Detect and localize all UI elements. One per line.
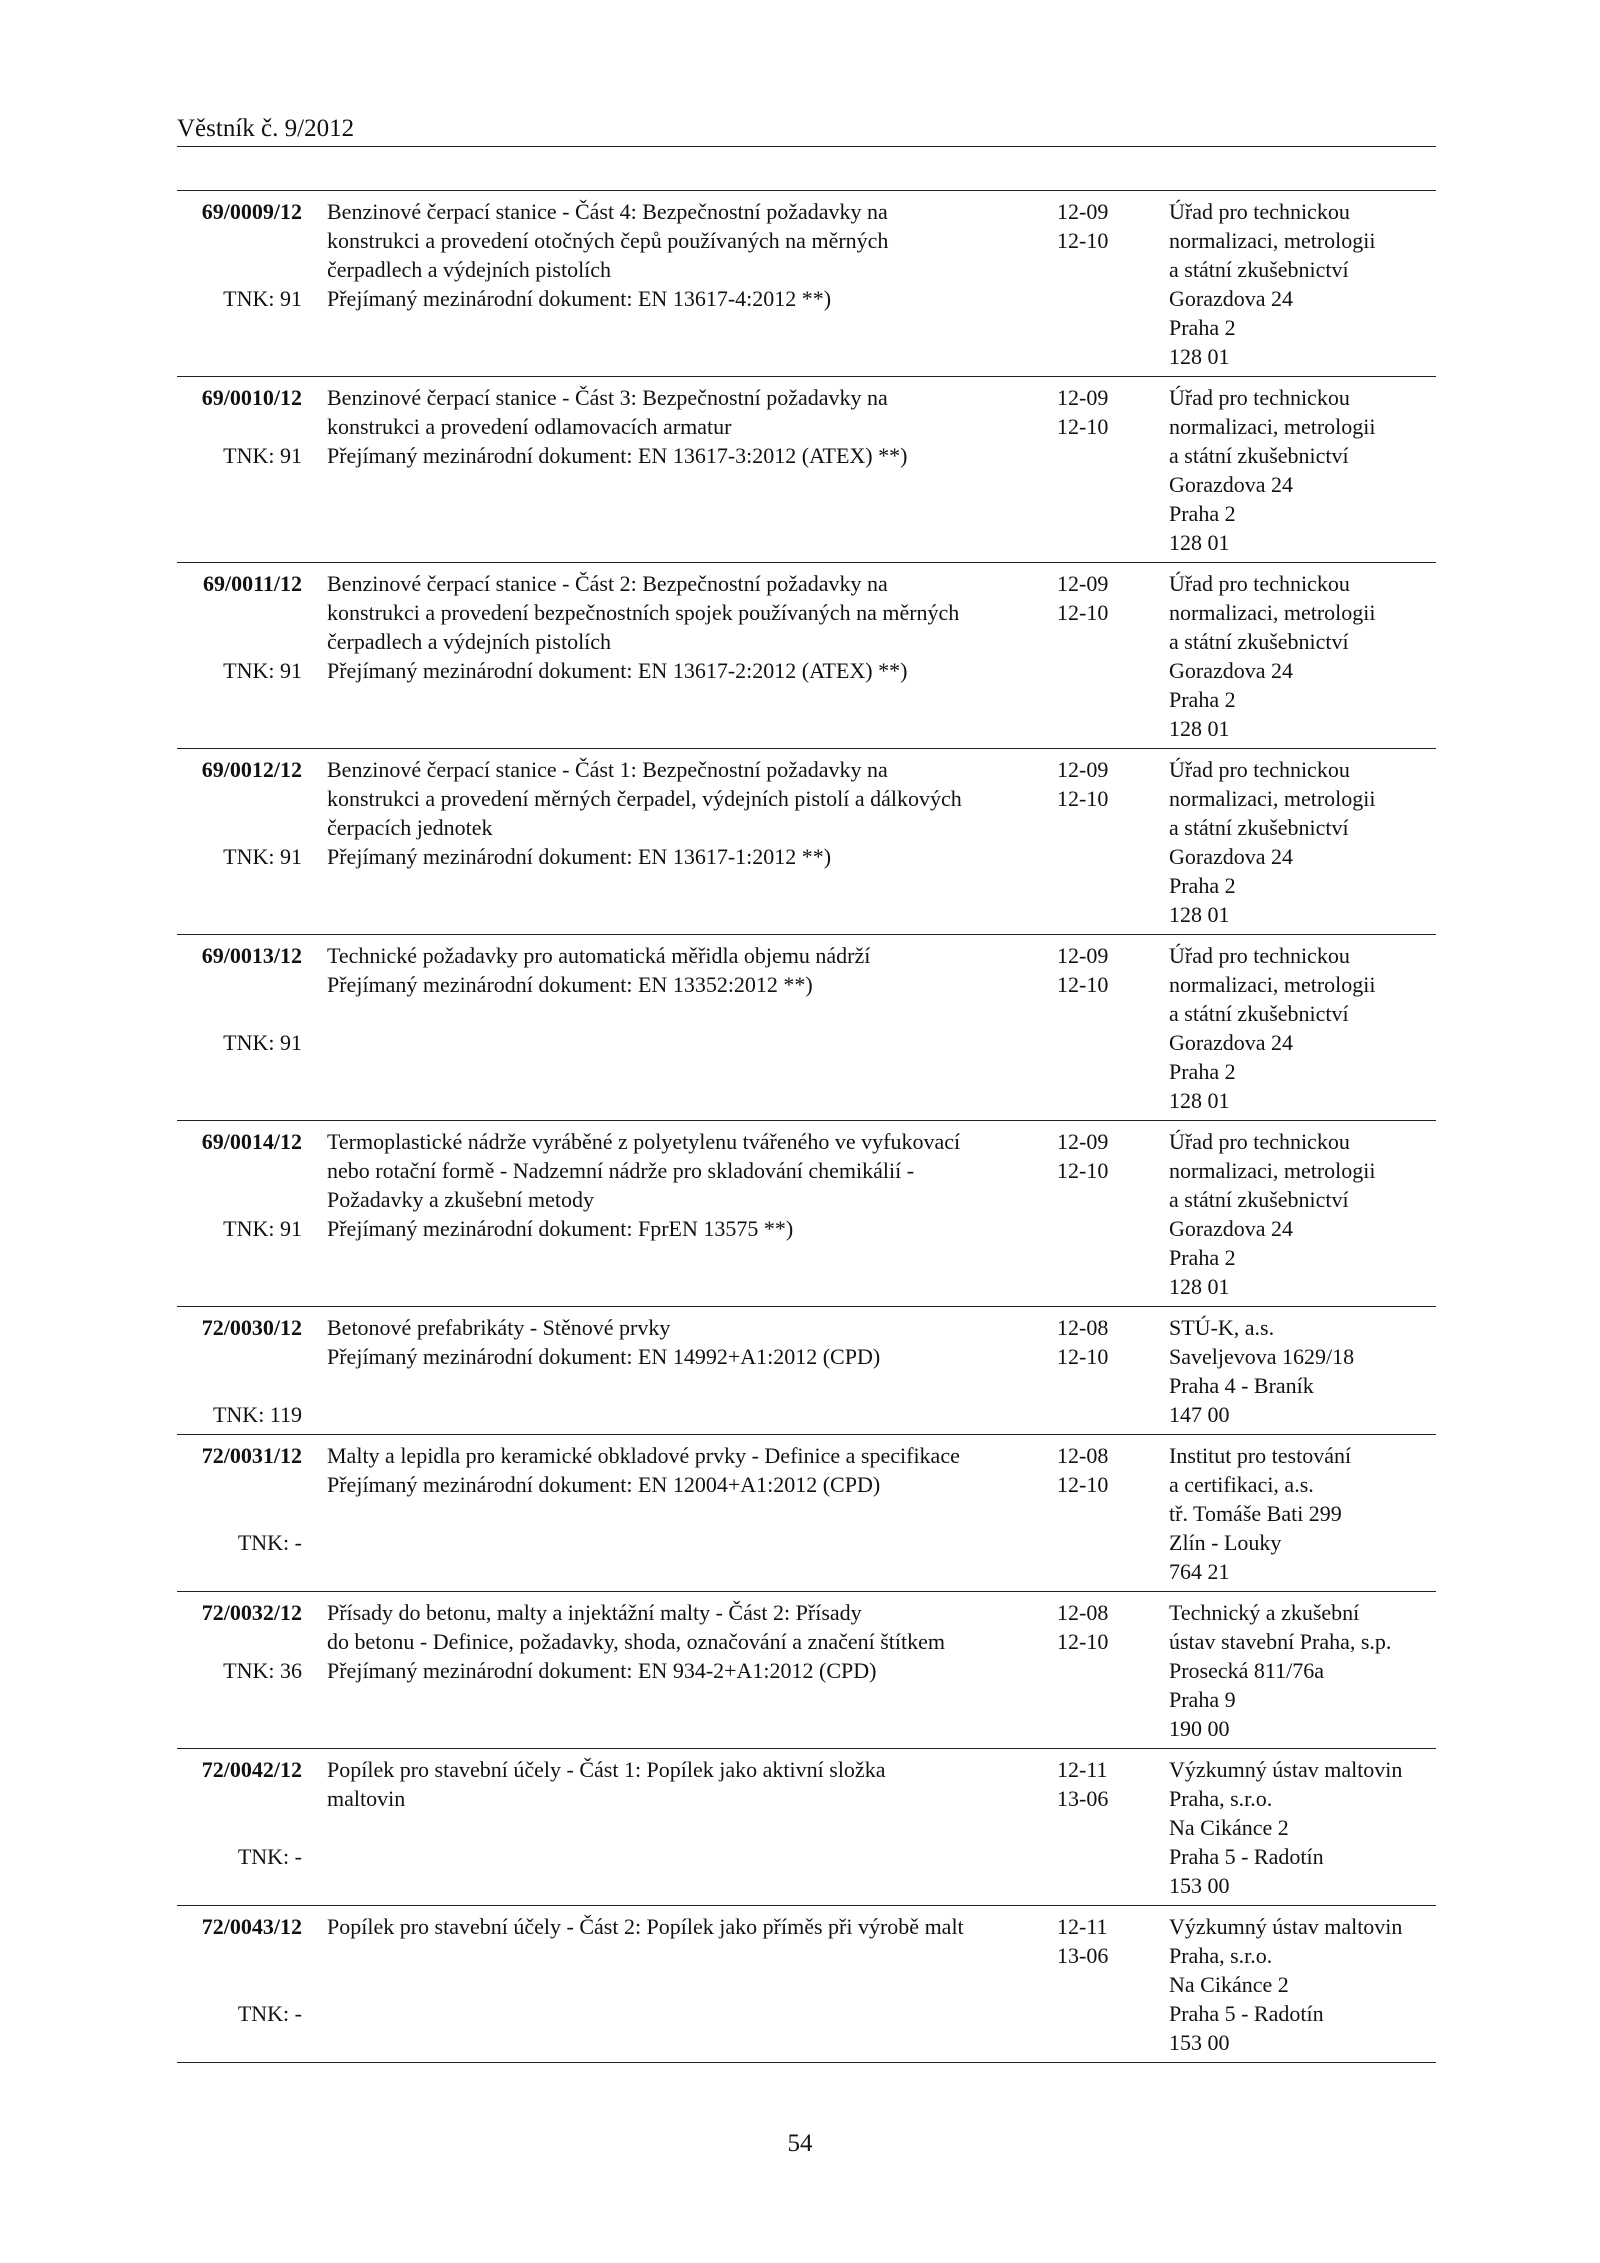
standard-title-cell — [327, 755, 1067, 871]
date-value: 12-10 — [1057, 972, 1109, 997]
date-value: 12-09 — [1057, 943, 1109, 968]
date-value: 12-08 — [1057, 1315, 1109, 1340]
organization-line: a certifikaci, a.s. — [1169, 1472, 1314, 1497]
title-line: Přejímaný mezinárodní dokument: EN 13617-1:2012 **) — [327, 844, 832, 869]
title-line: Přejímaný mezinárodní dokument: EN 14992+A1:2012 (CPD) — [327, 1344, 881, 1369]
standard-title-cell — [327, 941, 1067, 999]
tnk-label: TNK: 91 — [223, 1216, 302, 1241]
standard-title-cell — [327, 1127, 1067, 1243]
organization-line: Na Cikánce 2 — [1169, 1815, 1289, 1840]
organization-line: normalizaci, metrologii — [1169, 228, 1376, 253]
tnk-label: TNK: - — [237, 1844, 302, 1869]
organization-line: Praha 2 — [1169, 873, 1236, 898]
row-id-cell — [177, 755, 302, 928]
tnk-label: TNK: 91 — [223, 443, 302, 468]
page-header-title: Věstník č. 9/2012 — [177, 115, 355, 142]
title-line: Přejímaný mezinárodní dokument: EN 13617-3:2012 (ATEX) **) — [327, 443, 908, 468]
date-value: 12-08 — [1057, 1443, 1109, 1468]
table-row — [177, 1121, 1436, 1307]
date-value: 12-09 — [1057, 571, 1109, 596]
organization-line: Institut pro testování — [1169, 1443, 1352, 1468]
title-line: Benzinové čerpací stanice - Část 3: Bezpečnostní požadavky na — [327, 385, 888, 410]
tnk-label: TNK: 119 — [212, 1402, 302, 1427]
standard-number: 72/0032/12 — [201, 1600, 302, 1625]
tnk-label: TNK: 36 — [223, 1658, 302, 1683]
organization-line: normalizaci, metrologii — [1169, 414, 1376, 439]
dates-cell — [1057, 1598, 1137, 1656]
title-line: Technické požadavky pro automatická měřidla objemu nádrží — [327, 943, 871, 968]
date-value: 12-10 — [1057, 786, 1109, 811]
tnk-label: TNK: - — [237, 1530, 302, 1555]
organization-line: a státní zkušebnictví — [1169, 815, 1349, 840]
organization-line: Gorazdova 24 — [1169, 472, 1294, 497]
row-id-cell — [177, 1755, 302, 1899]
row-id-cell — [177, 1127, 302, 1300]
title-line: konstrukci a provedení odlamovacích armatur — [327, 414, 732, 439]
date-value: 12-10 — [1057, 1344, 1109, 1369]
title-line: Popílek pro stavební účely - Část 2: Popílek jako příměs při výrobě malt — [327, 1914, 964, 1939]
tnk-label: TNK: 91 — [223, 1030, 302, 1055]
title-line: Přejímaný mezinárodní dokument: EN 934-2+A1:2012 (CPD) — [327, 1658, 877, 1683]
title-line: nebo rotační formě - Nadzemní nádrže pro skladování chemikálií - — [327, 1158, 915, 1183]
organization-line: 128 01 — [1169, 716, 1230, 741]
title-line: Benzinové čerpací stanice - Část 2: Bezpečnostní požadavky na — [327, 571, 888, 596]
date-value: 12-10 — [1057, 1472, 1109, 1497]
header-rule — [177, 146, 1436, 147]
organization-line: Na Cikánce 2 — [1169, 1972, 1289, 1997]
organization-line: normalizaci, metrologii — [1169, 600, 1376, 625]
organization-line: 153 00 — [1169, 2030, 1230, 2055]
table-row — [177, 1906, 1436, 2063]
standard-title-cell — [327, 569, 1067, 685]
organization-line: 128 01 — [1169, 530, 1230, 555]
organization-line: 153 00 — [1169, 1873, 1230, 1898]
organization-line: Zlín - Louky — [1169, 1530, 1282, 1555]
table-row — [177, 377, 1436, 563]
organization-cell — [1169, 1441, 1439, 1586]
table-row — [177, 1749, 1436, 1906]
organization-cell — [1169, 383, 1439, 557]
organization-line: 128 01 — [1169, 1274, 1230, 1299]
organization-line: Praha 5 - Radotín — [1169, 1844, 1324, 1869]
organization-line: Praha 2 — [1169, 687, 1236, 712]
dates-cell — [1057, 1313, 1137, 1371]
organization-line: Úřad pro technickou — [1169, 757, 1350, 782]
table-row — [177, 749, 1436, 935]
table-row — [177, 1435, 1436, 1592]
title-line: Betonové prefabrikáty - Stěnové prvky — [327, 1315, 671, 1340]
organization-line: Gorazdova 24 — [1169, 844, 1294, 869]
standard-number: 72/0031/12 — [201, 1443, 302, 1468]
title-line: Benzinové čerpací stanice - Část 1: Bezpečnostní požadavky na — [327, 757, 888, 782]
table-row — [177, 1592, 1436, 1749]
date-value: 12-08 — [1057, 1600, 1109, 1625]
organization-line: ústav stavební Praha, s.p. — [1169, 1629, 1392, 1654]
dates-cell — [1057, 1755, 1137, 1813]
table-row — [177, 191, 1436, 377]
title-line: konstrukci a provedení měrných čerpadel, výdejních pistolí a dálkových — [327, 786, 962, 811]
row-id-cell — [177, 1912, 302, 2056]
organization-line: Praha 5 - Radotín — [1169, 2001, 1324, 2026]
organization-cell — [1169, 1598, 1439, 1743]
organization-line: 128 01 — [1169, 344, 1230, 369]
title-line: Přejímaný mezinárodní dokument: EN 13352:2012 **) — [327, 972, 813, 997]
organization-line: Gorazdova 24 — [1169, 1216, 1294, 1241]
title-line: maltovin — [327, 1786, 406, 1811]
row-id-cell — [177, 383, 302, 556]
organization-line: a státní zkušebnictví — [1169, 257, 1349, 282]
organization-line: a státní zkušebnictví — [1169, 1187, 1349, 1212]
organization-line: Výzkumný ústav maltovin — [1169, 1914, 1403, 1939]
organization-cell — [1169, 1127, 1439, 1301]
date-value: 12-09 — [1057, 1129, 1109, 1154]
date-value: 12-10 — [1057, 228, 1109, 253]
organization-line: 764 21 — [1169, 1559, 1230, 1584]
organization-line: 190 00 — [1169, 1716, 1230, 1741]
title-line: Benzinové čerpací stanice - Část 4: Bezpečnostní požadavky na — [327, 199, 888, 224]
row-id-cell — [177, 1313, 302, 1428]
dates-cell — [1057, 1441, 1137, 1499]
title-line: čerpacích jednotek — [327, 815, 493, 840]
title-line: Přejímaný mezinárodní dokument: EN 13617-4:2012 **) — [327, 286, 832, 311]
organization-cell — [1169, 755, 1439, 929]
organization-line: Úřad pro technickou — [1169, 1129, 1350, 1154]
organization-line: STÚ-K, a.s. — [1169, 1315, 1275, 1340]
title-line: Popílek pro stavební účely - Část 1: Popílek jako aktivní složka — [327, 1757, 886, 1782]
date-value: 13-06 — [1057, 1786, 1109, 1811]
organization-cell — [1169, 1313, 1439, 1429]
standard-title-cell — [327, 1441, 1067, 1499]
organization-line: Praha 2 — [1169, 501, 1236, 526]
standard-number: 72/0030/12 — [201, 1315, 302, 1340]
standard-title-cell — [327, 1755, 1067, 1813]
organization-line: Praha 4 - Braník — [1169, 1373, 1314, 1398]
organization-line: normalizaci, metrologii — [1169, 972, 1376, 997]
standard-title-cell — [327, 383, 1067, 470]
standard-number: 72/0043/12 — [201, 1914, 302, 1939]
title-line: čerpadlech a výdejních pistolích — [327, 257, 612, 282]
title-line: čerpadlech a výdejních pistolích — [327, 629, 612, 654]
standard-number: 69/0010/12 — [201, 385, 302, 410]
organization-line: a státní zkušebnictví — [1169, 629, 1349, 654]
date-value: 13-06 — [1057, 1943, 1109, 1968]
tnk-label: TNK: 91 — [223, 286, 302, 311]
tnk-label: TNK: 91 — [223, 658, 302, 683]
standard-title-cell — [327, 1598, 1067, 1685]
dates-cell — [1057, 1912, 1137, 1970]
standard-number: 69/0012/12 — [201, 757, 302, 782]
organization-line: Praha 2 — [1169, 315, 1236, 340]
tnk-label: TNK: - — [237, 2001, 302, 2026]
standards-table — [177, 190, 1436, 2063]
date-value: 12-11 — [1057, 1757, 1108, 1782]
organization-line: Praha 2 — [1169, 1059, 1236, 1084]
organization-line: normalizaci, metrologii — [1169, 1158, 1376, 1183]
date-value: 12-11 — [1057, 1914, 1108, 1939]
title-line: konstrukci a provedení bezpečnostních spojek používaných na měrných — [327, 600, 960, 625]
dates-cell — [1057, 941, 1137, 999]
organization-line: Úřad pro technickou — [1169, 943, 1350, 968]
organization-line: Výzkumný ústav maltovin — [1169, 1757, 1403, 1782]
title-line: Termoplastické nádrže vyráběné z polyetylenu tvářeného ve vyfukovací — [327, 1129, 961, 1154]
title-line: Přejímaný mezinárodní dokument: EN 12004+A1:2012 (CPD) — [327, 1472, 881, 1497]
title-line: konstrukci a provedení otočných čepů používaných na měrných — [327, 228, 889, 253]
title-line: Přísady do betonu, malty a injektážní malty - Část 2: Přísady — [327, 1600, 862, 1625]
page-number: 54 — [787, 2130, 813, 2157]
organization-line: 147 00 — [1169, 1402, 1230, 1427]
organization-line: Saveljevova 1629/18 — [1169, 1344, 1355, 1369]
organization-line: Gorazdova 24 — [1169, 286, 1294, 311]
row-id-cell — [177, 941, 302, 1114]
table-row — [177, 1307, 1436, 1435]
dates-cell — [1057, 755, 1137, 813]
standard-number: 69/0011/12 — [202, 571, 302, 596]
organization-line: Praha 2 — [1169, 1245, 1236, 1270]
table-row — [177, 935, 1436, 1121]
date-value: 12-09 — [1057, 385, 1109, 410]
organization-line: Gorazdova 24 — [1169, 1030, 1294, 1055]
row-id-cell — [177, 569, 302, 742]
standard-title-cell — [327, 1912, 1067, 1941]
organization-cell — [1169, 569, 1439, 743]
organization-line: Úřad pro technickou — [1169, 199, 1350, 224]
organization-line: Prosecká 811/76a — [1169, 1658, 1324, 1683]
organization-line: Úřad pro technickou — [1169, 385, 1350, 410]
date-value: 12-09 — [1057, 757, 1109, 782]
date-value: 12-09 — [1057, 199, 1109, 224]
organization-line: Praha, s.r.o. — [1169, 1786, 1273, 1811]
date-value: 12-10 — [1057, 600, 1109, 625]
table-row — [177, 563, 1436, 749]
organization-line: 128 01 — [1169, 902, 1230, 927]
date-value: 12-10 — [1057, 414, 1109, 439]
organization-line: a státní zkušebnictví — [1169, 443, 1349, 468]
dates-cell — [1057, 383, 1137, 441]
organization-line: Praha, s.r.o. — [1169, 1943, 1273, 1968]
title-line: Přejímaný mezinárodní dokument: EN 13617-2:2012 (ATEX) **) — [327, 658, 908, 683]
standard-number: 69/0013/12 — [201, 943, 302, 968]
organization-cell — [1169, 1755, 1439, 1900]
dates-cell — [1057, 569, 1137, 627]
organization-line: 128 01 — [1169, 1088, 1230, 1113]
organization-line: normalizaci, metrologii — [1169, 786, 1376, 811]
standard-number: 72/0042/12 — [201, 1757, 302, 1782]
organization-cell — [1169, 1912, 1439, 2057]
organization-line: a státní zkušebnictví — [1169, 1001, 1349, 1026]
row-id-cell — [177, 197, 302, 370]
dates-cell — [1057, 1127, 1137, 1185]
standard-number: 69/0009/12 — [201, 199, 302, 224]
title-line: Požadavky a zkušební metody — [327, 1187, 594, 1212]
organization-line: Gorazdova 24 — [1169, 658, 1294, 683]
standard-title-cell — [327, 1313, 1067, 1371]
title-line: Malty a lepidla pro keramické obkladové prvky - Definice a specifikace — [327, 1443, 960, 1468]
tnk-label: TNK: 91 — [223, 844, 302, 869]
organization-line: tř. Tomáše Bati 299 — [1169, 1501, 1342, 1526]
organization-cell — [1169, 197, 1439, 371]
date-value: 12-10 — [1057, 1629, 1109, 1654]
organization-cell — [1169, 941, 1439, 1115]
row-id-cell — [177, 1441, 302, 1585]
organization-line: Praha 9 — [1169, 1687, 1236, 1712]
standard-title-cell — [327, 197, 1067, 313]
date-value: 12-10 — [1057, 1158, 1109, 1183]
title-line: do betonu - Definice, požadavky, shoda, označování a značení štítkem — [327, 1629, 946, 1654]
organization-line: Technický a zkušební — [1169, 1600, 1360, 1625]
standard-number: 69/0014/12 — [201, 1129, 302, 1154]
row-id-cell — [177, 1598, 302, 1742]
title-line: Přejímaný mezinárodní dokument: FprEN 13575 **) — [327, 1216, 794, 1241]
organization-line: Úřad pro technickou — [1169, 571, 1350, 596]
dates-cell — [1057, 197, 1137, 255]
